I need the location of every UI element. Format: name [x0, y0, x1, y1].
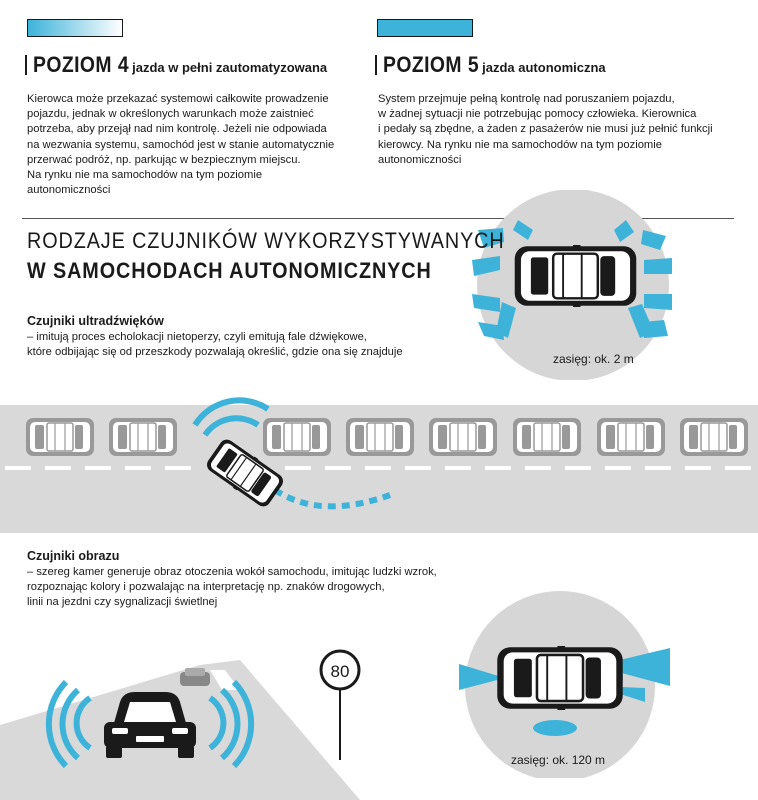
ultrasonic-sensor-diagram [458, 190, 688, 380]
level4-label: POZIOM 4 [33, 52, 130, 77]
text-line: kierowcy. Na rynku nie ma samochodów na tym poziomie [378, 138, 662, 151]
sensors-heading-light: RODZAJE CZUJNIKÓW WYKORZYSTYWANYCH [27, 228, 505, 253]
sensors-heading-bold: W SAMOCHODACH AUTONOMICZNYCH [27, 258, 432, 283]
image-sensors-range: zasięg: ok. 120 m [511, 753, 606, 767]
text-line: na wezwania systemu, samochód jest w stanie automatycznie [27, 138, 335, 151]
text-line: pojazdu, jednak w określonych warunkach może zaistnieć [27, 108, 314, 121]
level4-color-bar [27, 19, 123, 37]
level5-color-bar [377, 19, 473, 37]
text-line: które odbijając się od przeszkody pozwalają określić, gdzie ona się znajduje [27, 346, 403, 359]
text-line: potrzeba, aby przejął nad nim kontrolę. Jeżeli nie odpowiada [27, 123, 327, 136]
text-line: linii na jezdni czy sygnalizacji świetlnej [27, 596, 218, 609]
road-scene [0, 395, 758, 535]
image-sensors-title: Czujniki obrazu [27, 549, 120, 563]
text-line: Kierowca może przekazać systemowi całkowite prowadzenie [27, 93, 329, 105]
text-line: – szereg kamer generuje obraz otoczenia wokół samochodu, imitując ludzki wzrok, [27, 566, 437, 578]
level4-subtitle: jazda w pełni zautomatyzowana [132, 60, 328, 75]
image-sensor-diagram [445, 578, 675, 778]
level4-title [25, 52, 327, 78]
text-line: autonomiczności [27, 184, 111, 197]
text-line: przerwać podróż, np. parkując w bezpiecznym miejscu. [27, 153, 301, 166]
level5-description [378, 92, 748, 168]
level5-subtitle: jazda autonomiczna [482, 60, 606, 75]
text-line: Na rynku nie ma samochodów na tym poziomie [27, 169, 263, 182]
text-line: i pedały są zbędne, a żaden z pasażerów nie musi już pełnić funkcji [378, 123, 713, 136]
text-line: w żadnej sytuacji nie potrzebując pomocy człowieka. Kierownica [378, 108, 697, 121]
text-line: – imitują proces echolokacji nietoperzy, czyli emitują fale dźwiękowe, [27, 331, 367, 343]
speed-limit-sign-icon [321, 651, 359, 760]
ultrasonic-title: Czujniki ultradźwięków [27, 314, 164, 328]
level4-description [27, 92, 367, 198]
text-line: autonomiczności [378, 153, 462, 166]
speed-limit-value: 80 [330, 662, 350, 681]
text-line: rozpoznając kolory i pozwalając na interpretację np. znaków drogowych, [27, 581, 385, 594]
level5-label: POZIOM 5 [383, 52, 480, 77]
camera-view-scene [0, 630, 430, 800]
image-sensors-description [27, 565, 487, 611]
text-line: System przejmuje pełną kontrolę nad poruszaniem pojazdu, [378, 93, 675, 105]
ultrasonic-description [27, 330, 447, 360]
ultrasonic-range: zasięg: ok. 2 m [553, 352, 634, 366]
level5-title [375, 52, 606, 78]
